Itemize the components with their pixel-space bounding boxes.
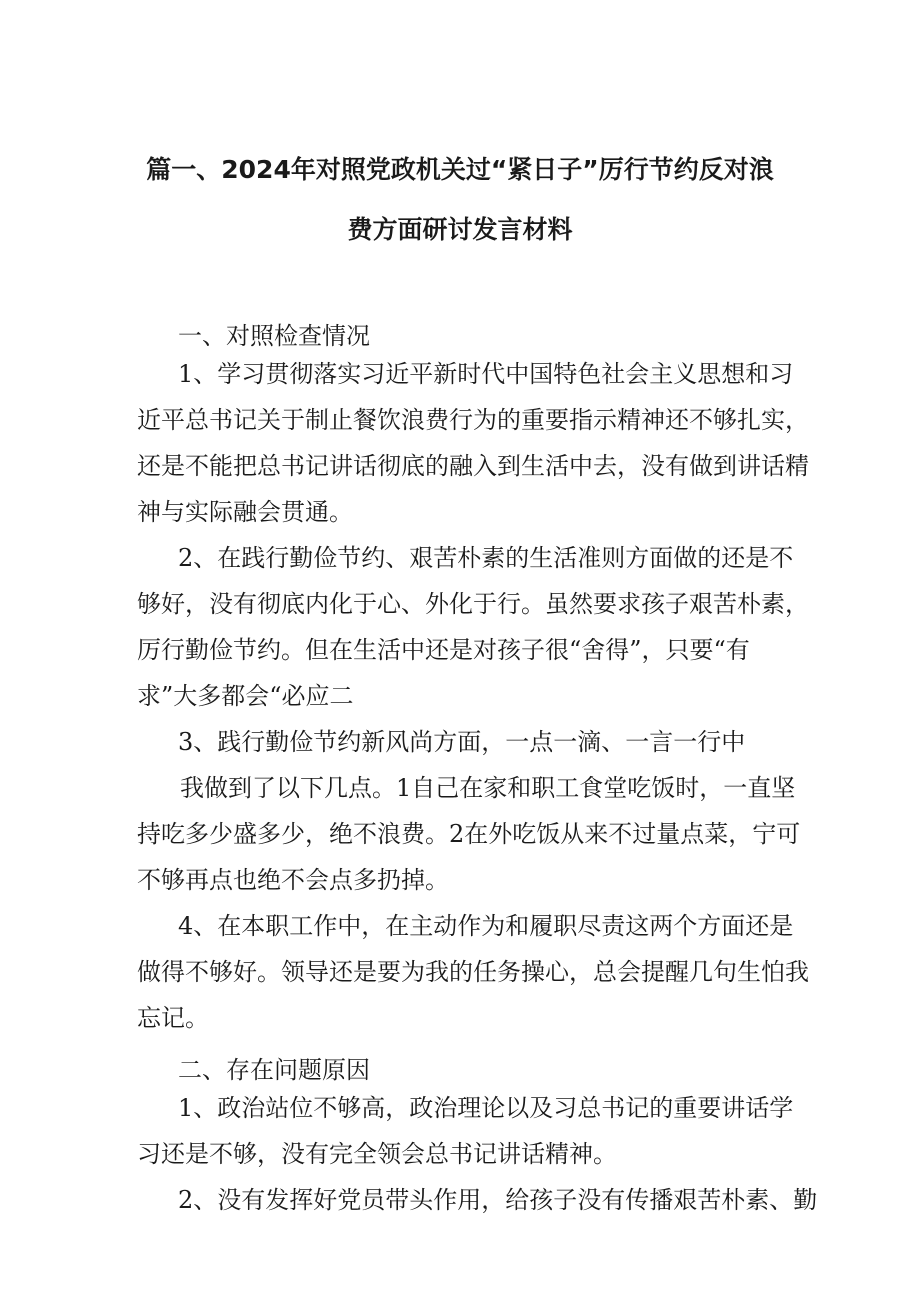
paragraph-line: 求”大多都会“必应二 — [137, 682, 354, 710]
paragraph-line: 做得不够好。领导还是要为我的任务操心，总会提醒几句生怕我 — [137, 958, 809, 986]
section-heading-2: 二、存在问题原因 — [178, 1056, 370, 1084]
section-heading-1: 一、对照检查情况 — [178, 322, 370, 350]
document-title-line-1: 篇一、2024年对照党政机关过“紧日子”厉行节约反对浪 — [146, 155, 774, 184]
paragraph-line: 2、在践行勤俭节约、艰苦朴素的生活准则方面做的还是不 — [178, 544, 794, 572]
document-title-line-2: 费方面研讨发言材料 — [347, 215, 573, 244]
paragraph-line: 4、在本职工作中，在主动作为和履职尽责这两个方面还是 — [178, 912, 794, 940]
paragraph-line: 不够再点也绝不会点多扔掉。 — [137, 866, 449, 894]
paragraph-line: 我做到了以下几点。1自己在家和职工食堂吃饭时，一直坚 — [180, 774, 796, 802]
paragraph-line: 持吃多少盛多少，绝不浪费。2在外吃饭从来不过量点菜，宁可 — [137, 820, 801, 848]
paragraph-line: 1、政治站位不够高，政治理论以及习总书记的重要讲话学 — [178, 1094, 794, 1122]
paragraph-line: 近平总书记关于制止餐饮浪费行为的重要指示精神还不够扎实， — [137, 406, 809, 434]
paragraph-line: 还是不能把总书记讲话彻底的融入到生活中去，没有做到讲话精 — [137, 452, 809, 480]
paragraph-line: 习还是不够，没有完全领会总书记讲话精神。 — [137, 1140, 617, 1168]
paragraph-line: 厉行勤俭节约。但在生活中还是对孩子很“舍得”，只要“有 — [137, 636, 750, 664]
paragraph-line: 2、没有发挥好党员带头作用，给孩子没有传播艰苦朴素、勤 — [178, 1186, 818, 1214]
paragraph-line: 3、践行勤俭节约新风尚方面，一点一滴、一言一行中 — [178, 728, 746, 756]
paragraph-line: 够好，没有彻底内化于心、外化于行。虽然要求孩子艰苦朴素， — [137, 590, 809, 618]
paragraph-line: 神与实际融会贯通。 — [137, 498, 353, 526]
paragraph-line: 1、学习贯彻落实习近平新时代中国特色社会主义思想和习 — [178, 360, 794, 388]
paragraph-line: 忘记。 — [137, 1004, 209, 1032]
